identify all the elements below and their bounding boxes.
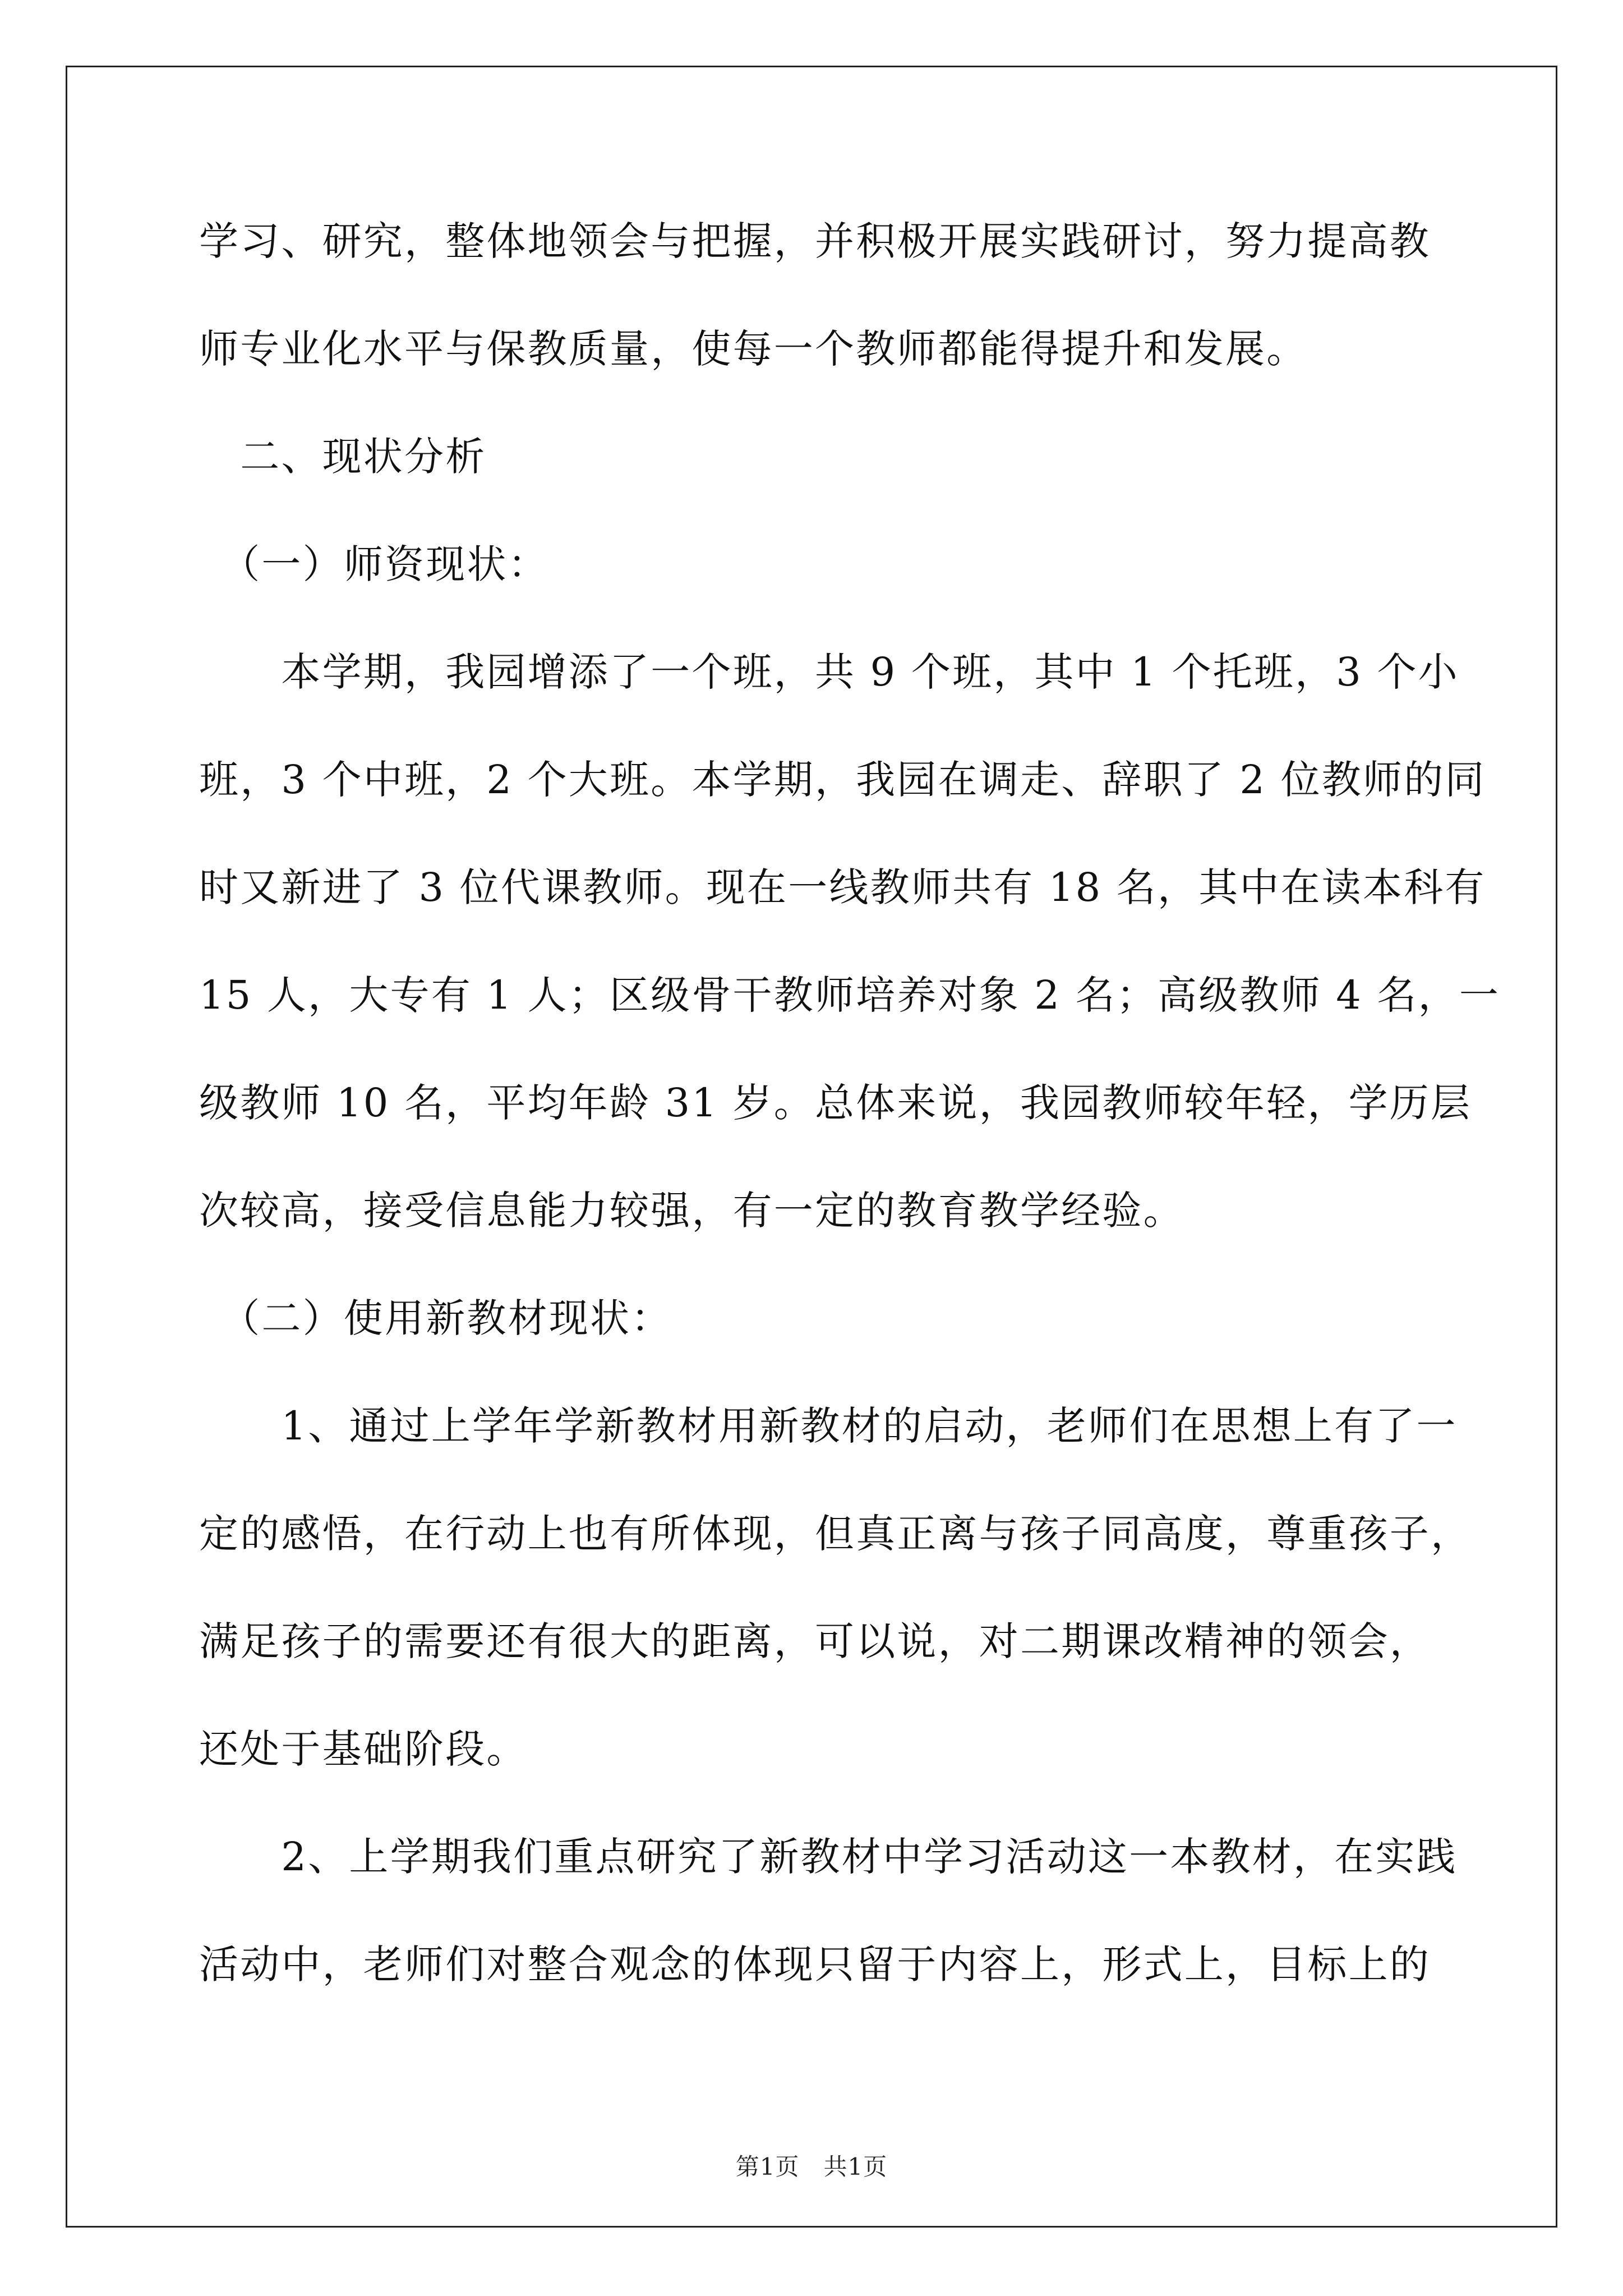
text-line: 15 人，大专有 1 人；区级骨干教师培养对象 2 名；高级教师 4 名，一 [199, 972, 1501, 1018]
text-line: 满足孩子的需要还有很大的距离，可以说，对二期课改精神的领会， [199, 1618, 1431, 1664]
text-line: 师专业化水平与保教质量，使每一个教师都能得提升和发展。 [199, 326, 1308, 372]
text-line: 班，3 个中班，2 个大班。本学期，我园在调走、辞职了 2 位教师的同 [199, 757, 1486, 803]
page-number-footer: 第1页 共1页 [735, 2153, 888, 2180]
page-border [66, 66, 1557, 2228]
text-line: 1、通过上学年学新教材用新教材的启动，老师们在思想上有了一 [199, 1403, 1458, 1449]
text-line: 定的感悟，在行动上也有所体现，但真正离与孩子同高度，尊重孩子， [199, 1511, 1472, 1557]
text-line: 本学期，我园增添了一个班，共 9 个班，其中 1 个托班，3 个小 [199, 649, 1459, 695]
section-heading: 二、现状分析 [199, 434, 487, 480]
text-line: 级教师 10 名，平均年龄 31 岁。总体来说，我园教师较年轻，学历层 [199, 1080, 1472, 1126]
text-line: 次较高，接受信息能力较强，有一定的教育教学经验。 [199, 1188, 1184, 1234]
text-line: 还处于基础阶段。 [199, 1726, 528, 1772]
text-line: 学习、研究，整体地领会与把握，并积极开展实践研讨，努力提高教 [199, 218, 1431, 264]
subsection-heading: （一）师资现状： [199, 541, 549, 587]
subsection-heading: （二）使用新教材现状： [199, 1295, 672, 1341]
text-line: 2、上学期我们重点研究了新教材中学习活动这一本教材，在实践 [199, 1834, 1458, 1880]
text-line: 活动中，老师们对整合观念的体现只留于内容上，形式上，目标上的 [199, 1941, 1431, 1987]
text-line: 时又新进了 3 位代课教师。现在一线教师共有 18 名，其中在读本科有 [199, 864, 1486, 910]
